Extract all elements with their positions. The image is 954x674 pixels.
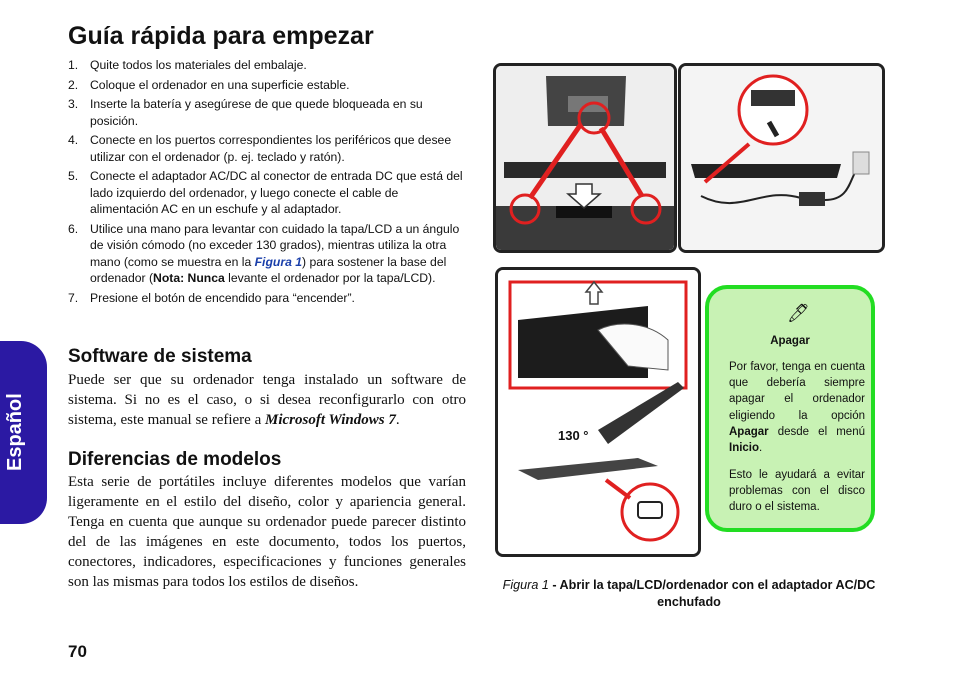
software-paragraph: Puede ser que su ordenador tenga instalado un software de sistema. Si no es el caso, o si desea reconfigurarlo con otro sistema, este manual se refiere a Microsoft Windows 7.	[68, 372, 466, 428]
windows-emphasis: Microsoft Windows 7	[265, 412, 396, 428]
battery-photo	[493, 63, 677, 253]
list-item: 5. Conecte el adaptador AC/DC al conector de entrada DC que está del lado izquierdo del ordenador, y luego conecte el cable de alimentación AC en un eschufe y al adaptador.	[68, 169, 463, 216]
steps-list	[68, 57, 468, 309]
list-item: 1. Quite todos los materiales del embalaje.	[68, 58, 307, 72]
shutdown-note	[705, 285, 875, 532]
list-item: 3. Inserte la batería y asegúrese de que quede bloqueada en su posición.	[68, 97, 423, 128]
models-heading: Diferencias de modelos	[68, 449, 282, 470]
list-item: 2. Coloque el ordenador en una superficie estable.	[68, 77, 350, 92]
note-paragraph-2: Esto le ayudará a evitar problemas con el disco duro o el sistema.	[729, 469, 865, 514]
open-lid-photo	[495, 267, 701, 557]
figure-caption-text: - Abrir la tapa/LCD/ordenador con el adaptador AC/DC enchufado	[548, 578, 876, 609]
angle-label: 130 °	[558, 428, 589, 443]
adapter-photo	[678, 63, 885, 253]
list-item: 6. Utilice una mano para levantar con cuidado la tapa/LCD a un ángulo de visión cómodo (no exceder 130 grados), mientras utiliza la otra mano (como se muestra en la Figura 1) para sostener la base del ordenador (Nota: Nunca levante el ordenador por la tapa/LCD).	[68, 221, 460, 285]
page-number: 70	[68, 642, 87, 661]
language-tab	[0, 341, 47, 524]
software-heading: Software de sistema	[68, 346, 252, 367]
figure-caption	[494, 577, 884, 611]
adapter-illustration	[681, 66, 882, 250]
open-lid-illustration	[498, 270, 698, 554]
language-tab-label: Español	[4, 393, 26, 472]
battery-illustration	[496, 66, 674, 250]
list-item: 4. Conecte en los puertos correspondientes los periféricos que desee utilizar con el ordenador (p. ej. teclado y ratón).	[68, 133, 452, 164]
models-paragraph: Esta serie de portátiles incluye diferentes modelos que varían ligeramente en el estilo del diseño, color y apariencia general. Tenga en cuenta que aunque su ordenador puede parecer distinto del de las imágenes en este documento, todos los puertos, conectores, indicadores, especificaciones y funciones generales son las mismas para todos los estilos de diseños.	[68, 474, 466, 590]
page-title: Guía rápida para empezar	[68, 22, 374, 50]
note-title: Apagar	[770, 335, 810, 347]
note-paragraph: Por favor, tenga en cuenta que debería siempre apagar el ordenador eligiendo la opción Apagar desde el menú Inicio.	[729, 361, 865, 455]
figure-number: Figura 1	[502, 578, 549, 592]
pen-icon: 🖊︎	[787, 303, 810, 323]
figure-link[interactable]: Figura 1	[254, 254, 303, 269]
list-item: 7. Presione el botón de encendido para “encender”.	[68, 290, 355, 305]
